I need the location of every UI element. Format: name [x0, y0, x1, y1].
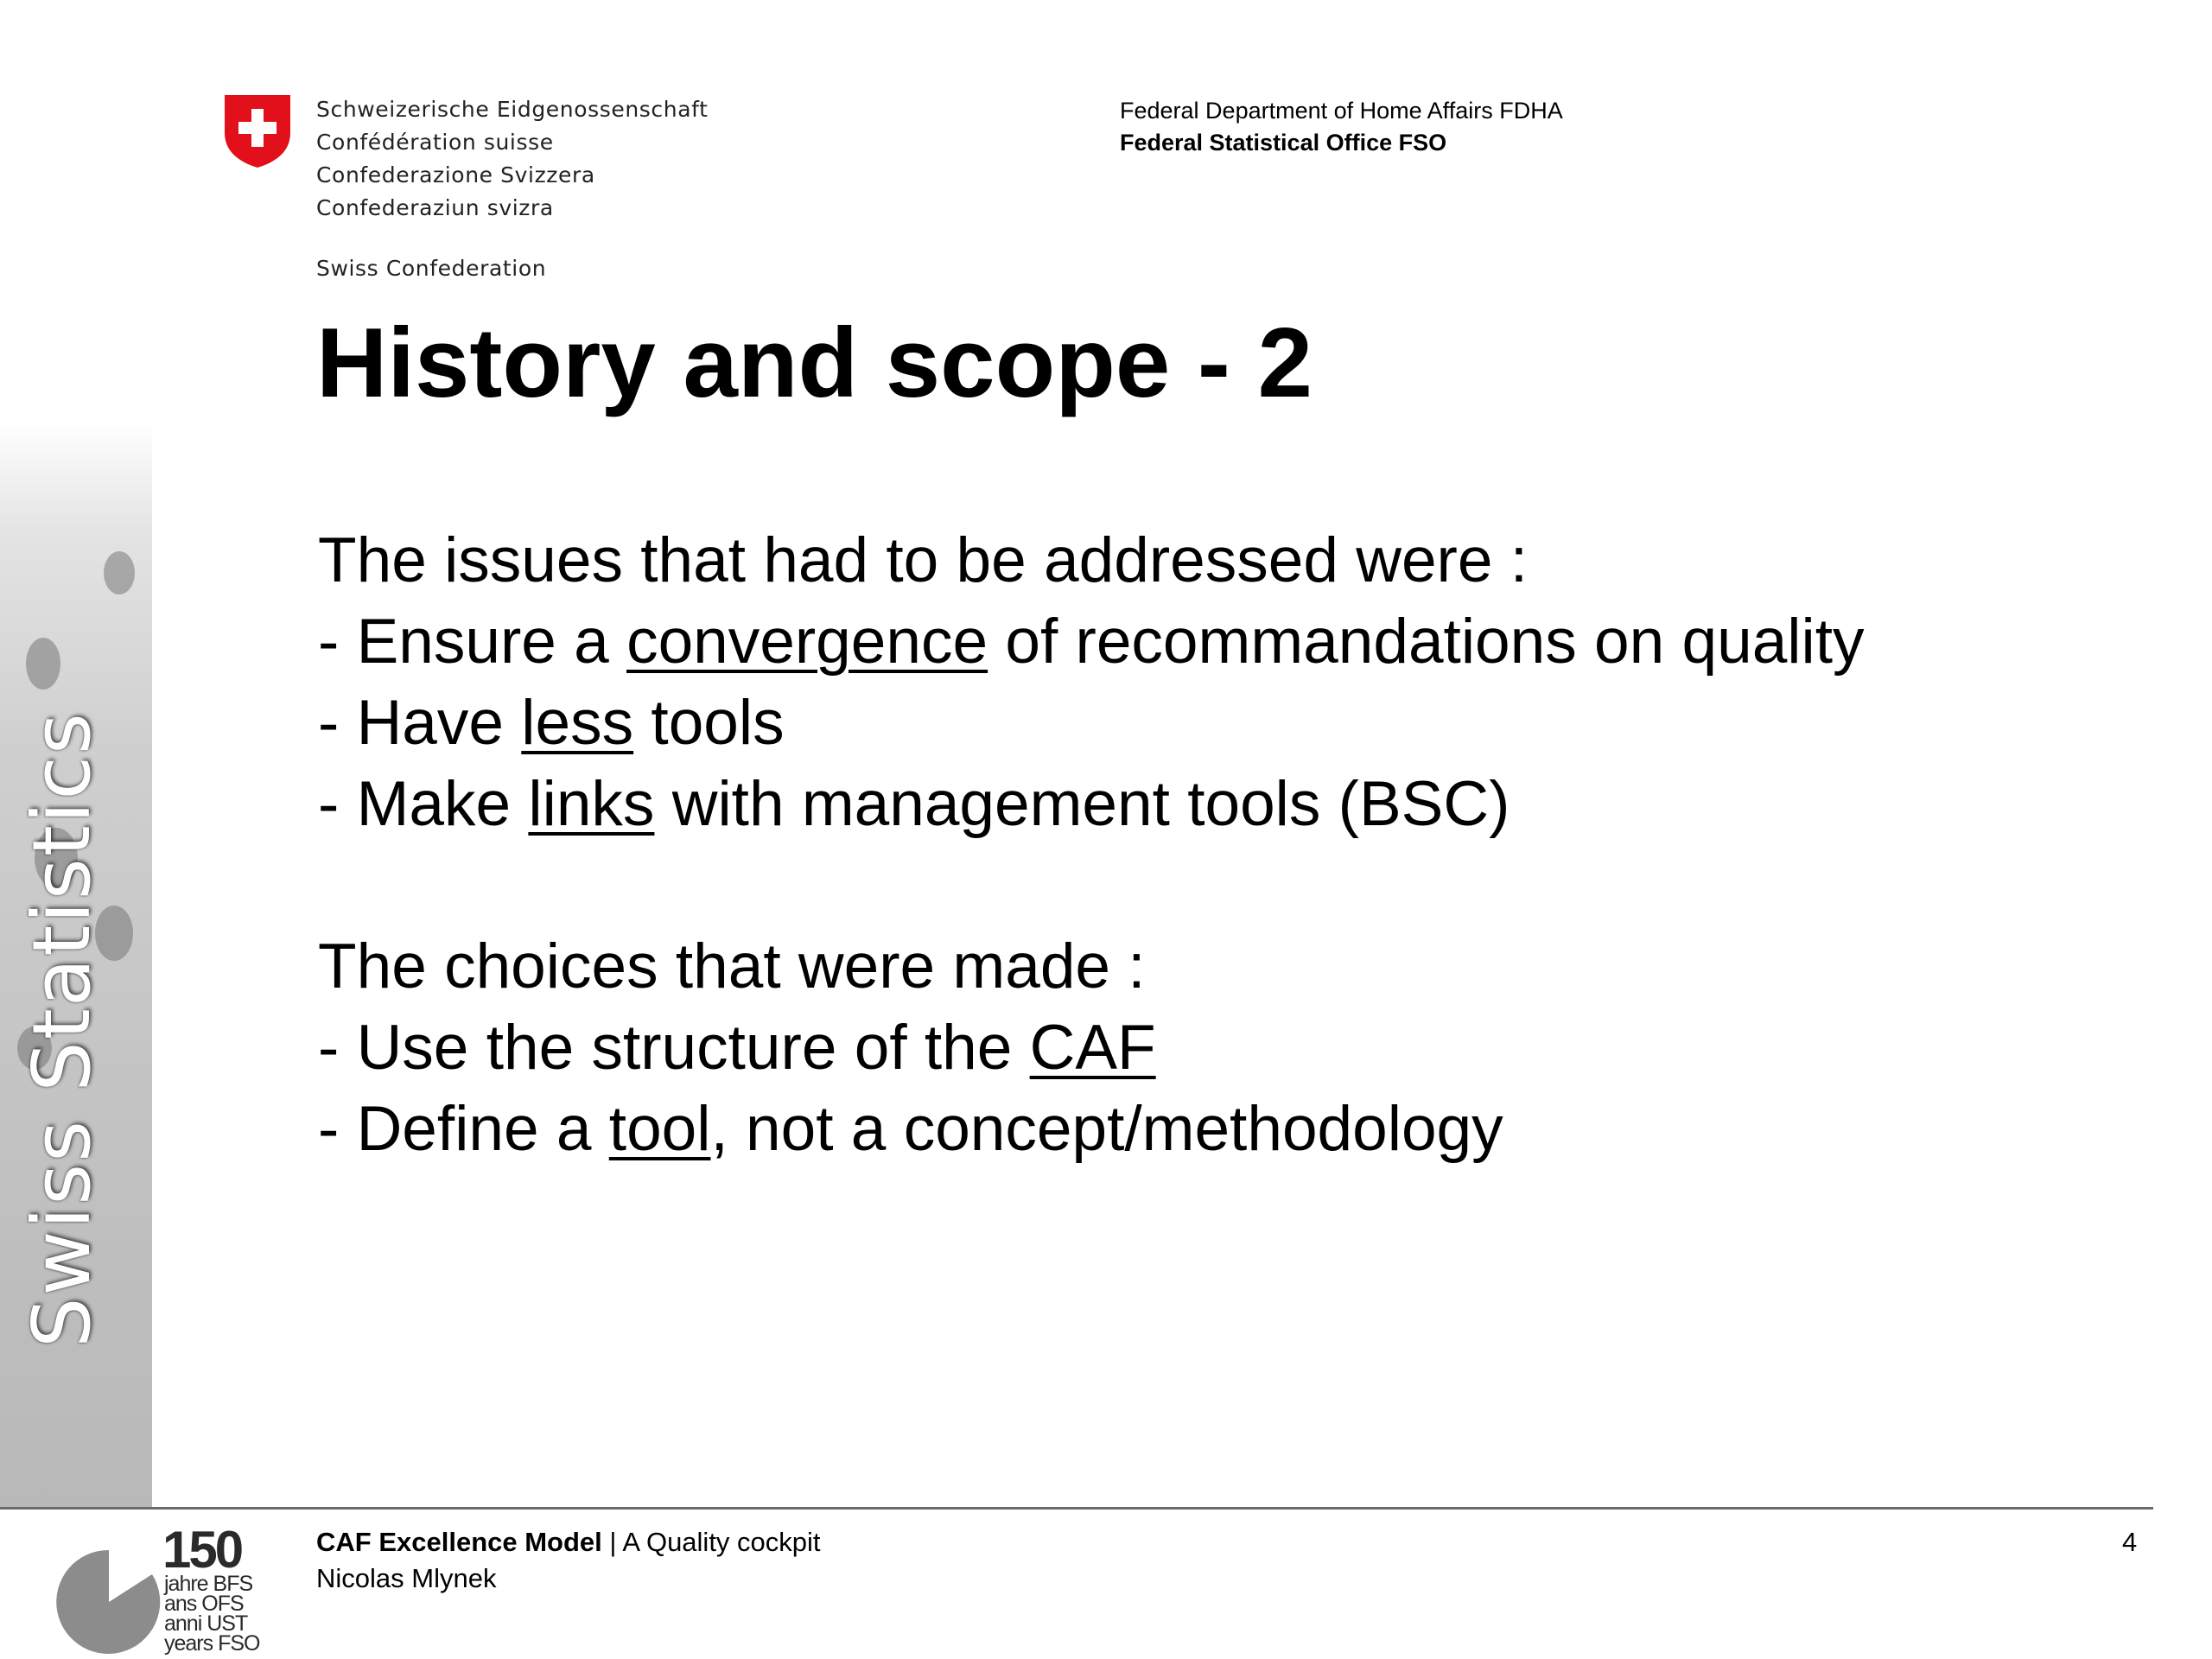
issue-text: tools	[633, 688, 785, 758]
department-name: Federal Department of Home Affairs FDHA	[1120, 98, 1563, 124]
confederation-name-rm: Confederaziun svizra	[316, 195, 554, 220]
issues-intro: The issues that had to be addressed were :	[318, 525, 1529, 595]
department-block	[1120, 95, 1563, 159]
anniversary-line: anni UST	[164, 1611, 248, 1636]
issue-text: with management tools (BSC)	[654, 769, 1510, 839]
swiss-cross-icon	[223, 93, 292, 169]
choice-text: - Define a	[318, 1094, 609, 1164]
choice-text: , not a concept/methodology	[710, 1094, 1503, 1164]
slide-title: History and scope - 2	[316, 308, 1313, 418]
choice-item	[318, 1089, 1865, 1170]
issue-text: - Ensure a	[318, 607, 627, 677]
issue-keyword: less	[521, 688, 634, 758]
issue-item	[318, 601, 1865, 683]
footer-subtitle: A Quality cockpit	[622, 1527, 821, 1557]
anniversary-line: years FSO	[164, 1631, 260, 1656]
issue-item	[318, 764, 1865, 845]
footer-title-line	[316, 1524, 821, 1560]
footer-model-name: CAF Excellence Model	[316, 1527, 602, 1557]
choice-keyword: CAF	[1029, 1013, 1156, 1083]
office-name: Federal Statistical Office FSO	[1120, 130, 1447, 156]
issue-keyword: convergence	[626, 607, 988, 677]
footer-info	[316, 1524, 821, 1597]
swiss-statistics-label: Swiss Statistics	[16, 711, 108, 1348]
issue-text: - Have	[318, 688, 522, 758]
issue-item	[318, 683, 1865, 764]
choice-item	[318, 1007, 1865, 1089]
choices-intro: The choices that were made :	[318, 931, 1146, 1001]
confederation-name-it: Confederazione Svizzera	[316, 162, 595, 188]
pedestrian-figure	[104, 551, 135, 594]
slide-body	[318, 520, 1865, 1170]
issue-keyword: links	[528, 769, 655, 839]
choice-text: - Use the structure of the	[318, 1013, 1030, 1083]
confederation-name-fr: Confédération suisse	[316, 130, 554, 155]
anniversary-number: 150	[162, 1521, 242, 1579]
confederation-names	[316, 93, 800, 225]
confederation-name-de: Schweizerische Eidgenossenschaft	[316, 97, 709, 122]
anniversary-logo	[55, 1522, 280, 1659]
issue-text: of recommandations on quality	[988, 607, 1865, 677]
footer-rule	[0, 1507, 2153, 1510]
pie-logo-icon	[55, 1548, 162, 1656]
anniversary-line: ans OFS	[164, 1592, 244, 1616]
footer-separator: |	[609, 1527, 617, 1557]
choice-keyword: tool	[608, 1094, 711, 1164]
spacer	[318, 845, 1865, 926]
page-number: 4	[2122, 1527, 2138, 1557]
issue-text: - Make	[318, 769, 529, 839]
confederation-english: Swiss Confederation	[316, 256, 547, 281]
anniversary-lines	[164, 1574, 259, 1654]
footer-author: Nicolas Mlynek	[316, 1563, 497, 1593]
anniversary-line: jahre BFS	[164, 1572, 253, 1596]
